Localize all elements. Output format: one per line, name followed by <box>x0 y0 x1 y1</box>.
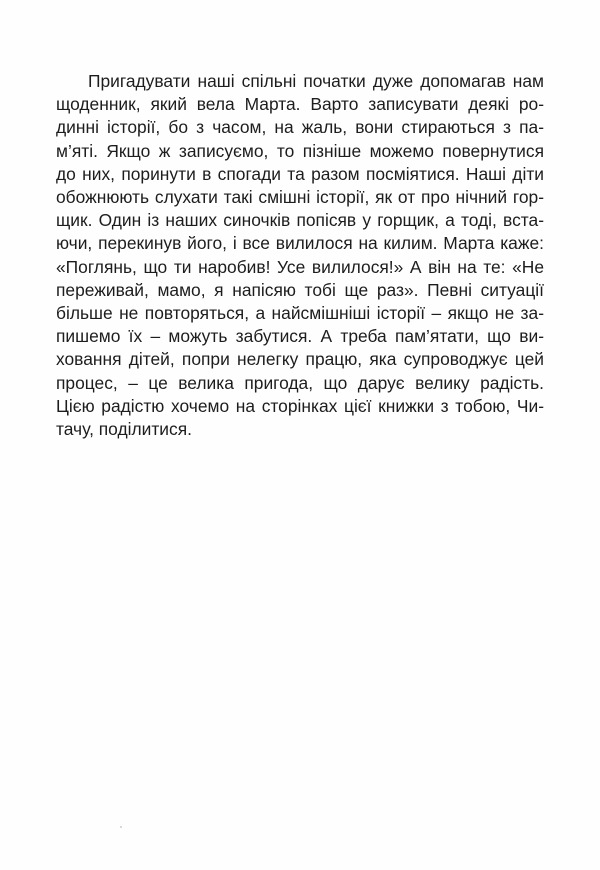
text-line: м’яті. Якщо ж записуємо, то пізніше можемо повернутися <box>56 140 544 161</box>
text-line: тачу, поділитися. <box>56 419 192 440</box>
text-line: динні історії, бо з часом, на жаль, вони стираються з па- <box>56 117 544 138</box>
text-line: процес, – це велика пригода, що дарує велику радість. <box>56 372 544 393</box>
text-line: «Поглянь, що ти наробив! Усе вилилося!» А він на те: «Не <box>56 256 544 277</box>
text-line: більше не повторяться, а найсмішніші історії – якщо не за- <box>56 303 544 324</box>
text-line: щик. Один із наших синочків попісяв у горщик, а тоді, вста- <box>56 210 544 231</box>
book-paragraph <box>56 70 544 441</box>
text-line: щоденник, який вела Марта. Варто записувати деякі ро- <box>56 94 544 115</box>
text-line: ючи, перекинув його, і все вилилося на килим. Марта каже: <box>56 233 544 254</box>
text-line: обожнюють слухати такі смішні історії, як от про нічний гор- <box>56 187 544 208</box>
text-line: до них, поринути в спогади та разом посміятися. Наші діти <box>56 163 544 184</box>
text-line: Цією радістю хочемо на сторінках цієї книжки з тобою, Чи- <box>56 395 544 416</box>
scan-speck <box>120 826 122 828</box>
text-line: Пригадувати наші спільні початки дуже допомагав нам <box>88 71 544 91</box>
text-line: переживай, мамо, я напісяю тобі ще раз». Певні ситуації <box>56 279 544 300</box>
text-line: ховання дітей, попри нелегку працю, яка супроводжує цей <box>56 349 544 370</box>
text-line: пишемо їх – можуть забутися. А треба пам’ятати, що ви- <box>56 326 544 347</box>
